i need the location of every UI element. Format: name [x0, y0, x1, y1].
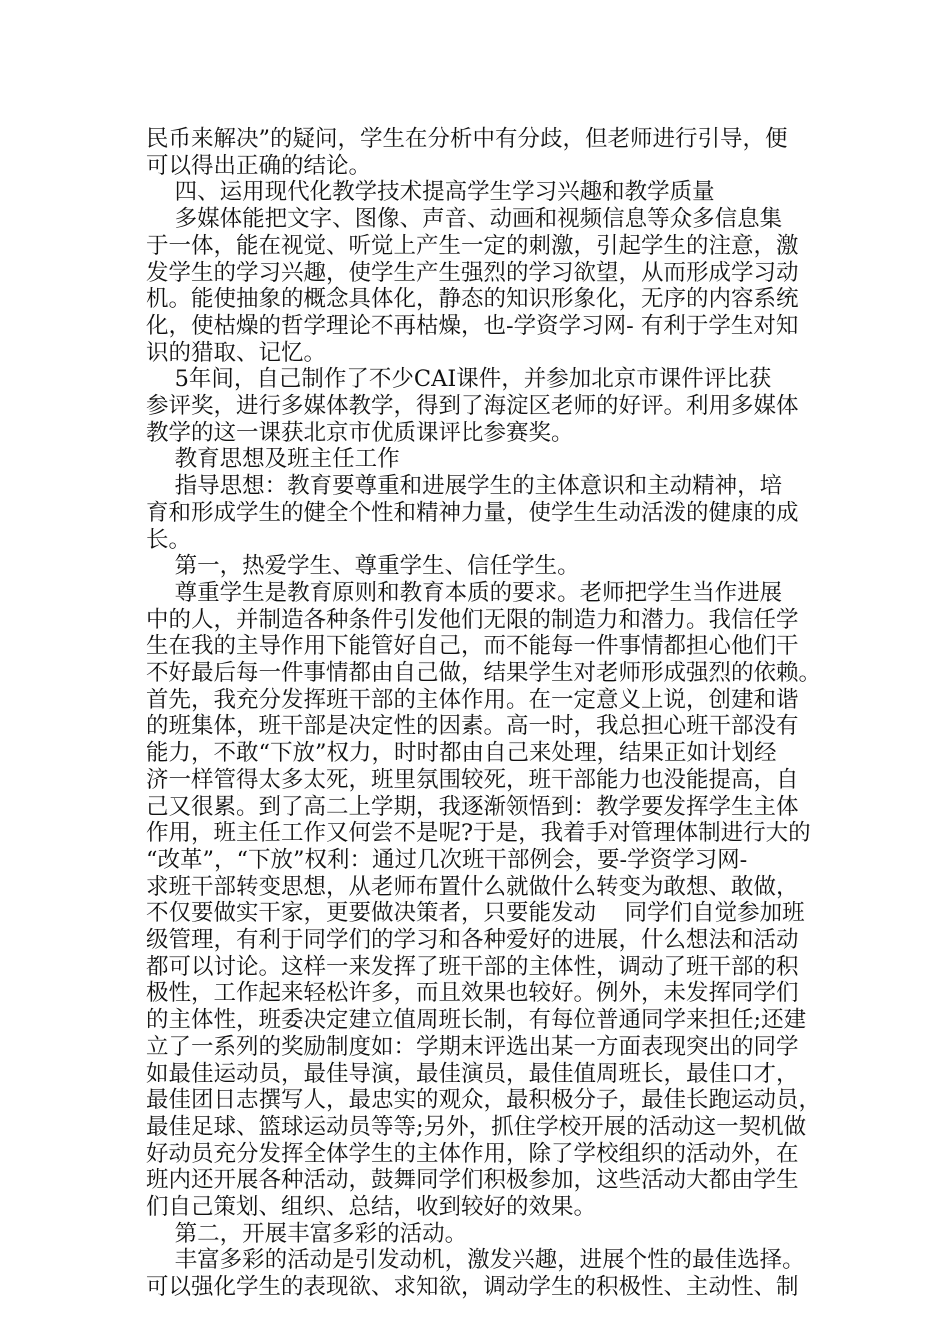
- text-line: 求班干部转变思想，从老师布置什么就做什么转变为敢想、敢做，: [146, 873, 799, 900]
- text-line: 发学生的学习兴趣，使学生产生强烈的学习欲望，从而形成学习动: [146, 259, 799, 286]
- text-line: 立了一系列的奖励制度如：学期末评选出某一方面表现突出的同学: [146, 1033, 799, 1060]
- text-line: 的主体性，班委决定建立值周班长制，有每位普通同学来担任;还建: [146, 1007, 807, 1034]
- text-line: 第二，开展丰富多彩的活动。: [146, 1220, 468, 1247]
- text-line: 教学的这一课获北京市优质课评比参赛奖。: [146, 419, 574, 446]
- text-line: 丰富多彩的活动是引发动机，激发兴趣，进展个性的最佳选择。: [146, 1247, 805, 1274]
- text-line: 都可以讨论。这样一来发挥了班干部的主体性，调动了班干部的积: [146, 953, 799, 980]
- text-line: 5年间，自己制作了不少CAI课件，并参加北京市课件评比获: [146, 366, 772, 393]
- text-line: 首先，我充分发挥班干部的主体作用。在一定意义上说，创建和谐: [146, 686, 799, 713]
- text-line: 中的人，并制造各种条件引发他们无限的制造力和潜力。我信任学: [146, 606, 799, 633]
- text-line: 多媒体能把文字、图像、声音、动画和视频信息等众多信息集: [146, 206, 783, 233]
- text-line: 级管理，有利于同学们的学习和各种爱好的进展，什么想法和活动: [146, 927, 799, 953]
- text-line: 济一样管得太多太死，班里氛围较死，班干部能力也没能提高，自: [146, 766, 799, 793]
- text-line: 民币来解决”的疑问，学生在分析中有分歧，但老师进行引导，便: [146, 126, 788, 152]
- text-line: 第一，热爱学生、尊重学生、信任学生。: [146, 553, 580, 580]
- text-line: 好动员充分发挥全体学生的主体作用，除了学校组织的活动外，在: [146, 1140, 799, 1167]
- text-line: “改革”，“下放”权利：通过几次班干部例会，要-学资学习网-: [146, 846, 748, 873]
- text-line: 己又很累。到了高二上学期，我逐渐领悟到：教学要发挥学生主体: [146, 793, 799, 820]
- text-line: 班内还开展各种活动，鼓舞同学们积极参加，这些活动大都由学生: [146, 1167, 799, 1194]
- text-line: 们自己策划、组织、总结，收到较好的效果。: [146, 1194, 597, 1220]
- text-line: 不好最后每一件事情都由自己做，结果学生对老师形成强烈的依赖。: [146, 660, 822, 686]
- text-line: 可以强化学生的表现欲、求知欲，调动学生的积极性、主动性、制: [146, 1274, 799, 1301]
- text-line: 作用，班主任工作又何尝不是呢?于是，我着手对管理体制进行大的: [146, 820, 811, 847]
- text-line: 机。能使抽象的概念具体化，静态的知识形象化，无序的内容系统: [146, 286, 799, 313]
- text-line: 四、运用现代化教学技术提高学生学习兴趣和教学质量: [146, 179, 715, 206]
- text-line: 育和形成学生的健全个性和精神力量，使学生生动活泼的健康的成: [146, 499, 799, 526]
- text-line: 化，使枯燥的哲学理论不再枯燥，也-学资学习网- 有利于学生对知: [146, 312, 799, 339]
- text-line: 指导思想：教育要尊重和进展学生的主体意识和主动精神，培: [146, 473, 783, 500]
- text-line: 最佳足球、篮球运动员等等;另外，抓住学校开展的活动这一契机做: [146, 1113, 807, 1140]
- text-line: 最佳团日志撰写人，最忠实的观众，最积极分子，最佳长跑运动员，: [146, 1087, 822, 1114]
- text-line: 生在我的主导作用下能管好自己，而不能每一件事情都担心他们干: [146, 633, 799, 660]
- text-line: 尊重学生是教育原则和教育本质的要求。老师把学生当作进展: [146, 579, 783, 606]
- text-line: 长。: [146, 526, 192, 553]
- text-line: 极性，工作起来轻松许多，而且效果也较好。例外，未发挥同学们: [146, 980, 799, 1007]
- text-line: 参评奖，进行多媒体教学，得到了海淀区老师的好评。利用多媒体: [146, 393, 799, 419]
- text-line: 识的猎取、记忆。: [146, 339, 327, 366]
- text-line: 的班集体，班干部是决定性的因素。高一时，我总担心班干部没有: [146, 713, 799, 740]
- text-line: 教育思想及班主任工作: [146, 446, 400, 473]
- text-line: 如最佳运动员，最佳导演，最佳演员，最佳值周班长，最佳口才，: [146, 1060, 799, 1087]
- text-line: 能力，不敢“下放”权力，时时都由自己来处理，结果正如计划经: [146, 740, 777, 767]
- text-line: 不仅要做实干家，更要做决策者，只要能发动 同学们自觉参加班: [146, 900, 805, 927]
- text-line: 于一体，能在视觉、听觉上产生一定的刺激，引起学生的注意，激: [146, 232, 799, 259]
- text-line: 可以得出正确的结论。: [146, 152, 372, 179]
